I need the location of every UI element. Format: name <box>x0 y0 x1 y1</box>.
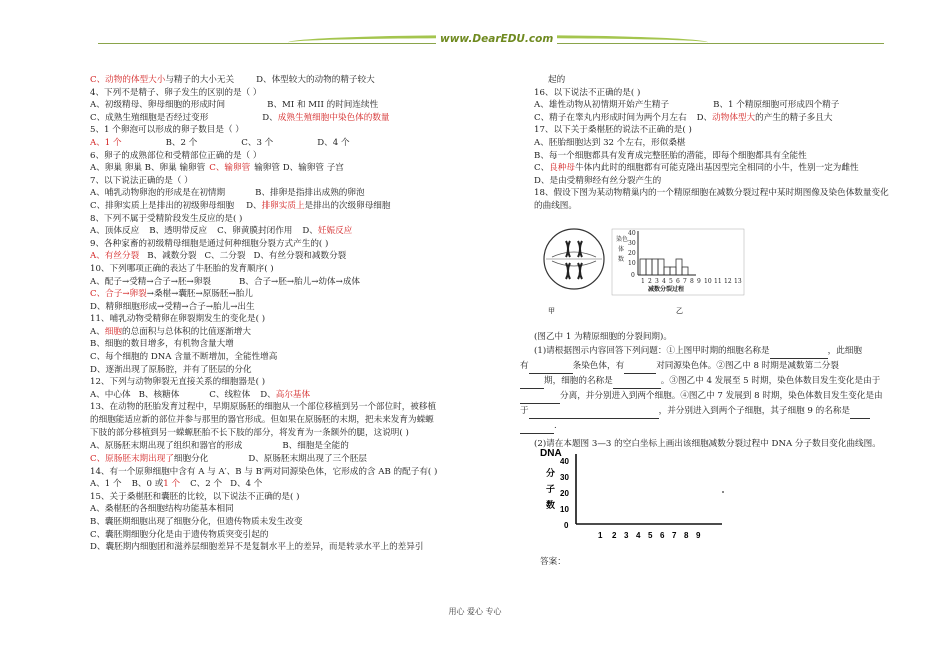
option-b-highlight: 1 个 <box>163 479 181 490</box>
right-column-continued <box>520 331 890 450</box>
q18-part1-text: 于 <box>520 405 529 416</box>
x-tick-11: 11 <box>714 278 722 285</box>
dna-x-tick-2: 2 <box>612 531 617 540</box>
option-c-text: 细胞分化 <box>173 454 209 465</box>
dna-x-tick-5: 5 <box>648 531 653 540</box>
page-footer: 用心 爱心 专心 <box>448 607 502 616</box>
q12-stem: 12、下列与动物卵裂无直接关系的细胞器是( ) <box>90 377 266 388</box>
q13-options-ab <box>90 440 440 453</box>
q15-option-b: B、囊胚期细胞出现了细胞分化，但遗传物质未发生改变 <box>90 517 303 527</box>
q14-options <box>90 478 440 491</box>
option-c-highlight: C、原肠胚末期出现了 <box>90 454 174 465</box>
option-d-letter: D、 <box>696 112 713 123</box>
q16-options-cd <box>520 112 890 125</box>
option-b-text: B、MI 和 MII 的时间连续性 <box>267 100 379 111</box>
option-b-text: B、核糖体 <box>138 389 180 400</box>
dna-y-tick-20: 20 <box>560 489 569 498</box>
q18-part1-text: ，此细胞 <box>827 345 863 356</box>
q10-option-c <box>90 288 440 301</box>
option-c-text: C、2 个 <box>190 479 223 490</box>
option-c-text: C、精子在睾丸内形成时间为两个月左右 <box>534 112 687 123</box>
q17-option-a: A、胚胎细胞达到 32 个左右，形似桑椹 <box>534 137 686 148</box>
q6-stem: 6、卵子的成熟部位和受精部位正确的是（ ） <box>90 150 262 161</box>
option-d-text: 是排出的次级卵母细胞 <box>304 200 391 211</box>
dna-x-tick-4: 4 <box>636 531 641 540</box>
q15-option-a: A、桑椹胚的各细胞结构功能基本相同 <box>90 504 234 515</box>
dna-y-tick-0: 0 <box>564 521 569 530</box>
q17-option-d: D、是由受精卵经有丝分裂产生的 <box>534 175 662 186</box>
option-b-text: B、2 个 <box>165 137 198 148</box>
option-a-text: A、初级精母、卵母细胞的形成时间 <box>90 100 226 111</box>
y-word-2: 子 <box>546 485 556 495</box>
x-tick-12: 12 <box>724 278 732 285</box>
option-b-text: B、排卵是指排出成熟的卵泡 <box>255 188 365 199</box>
option-c-letter: C、 <box>534 163 550 174</box>
option-c-text: C、二分裂 <box>204 251 246 262</box>
option-d-text: D、4 个 <box>317 137 350 148</box>
option-a-text: A、原肠胚末期出现了组织和器官的形成 <box>90 441 243 452</box>
y-tick-40: 40 <box>628 230 636 237</box>
q18-part2-stem: (2)请在本题图 3—3 的空白坐标上画出该细胞减数分裂过程中 DNA 分子数目变化曲线图。 <box>534 438 881 449</box>
option-a-text: A、配子→受精→合子→胚→卵裂 <box>90 276 211 287</box>
q18-part1-line1 <box>520 344 890 359</box>
option-d-highlight: 动物体型大 <box>712 112 756 123</box>
y-tick-0: 0 <box>631 272 635 279</box>
q18-part1-text: 条染色体，有 <box>572 360 625 371</box>
option-c-text: C、3 个 <box>241 137 274 148</box>
q4-options-ab <box>90 99 440 112</box>
option-d-text: D、体型较大的动物的精子较大 <box>256 75 375 85</box>
q15-option-c: C、囊胚期细胞分化是由于遗传物质突变引起的 <box>90 529 269 540</box>
option-a-highlight: A、有丝分裂 <box>90 251 140 262</box>
dna-x-tick-8: 8 <box>684 531 689 540</box>
dna-y-tick-10: 10 <box>560 505 569 514</box>
x-axis-label: 减数分裂过程 <box>648 286 685 293</box>
y-tick-30: 30 <box>628 240 636 247</box>
option-b-text: B、1 个精原细胞可形成四个精子 <box>713 100 840 111</box>
option-c-text: C、成熟生殖细胞是否经过变形 <box>90 112 209 123</box>
y-tick-20: 20 <box>628 250 636 257</box>
x-tick-13: 13 <box>734 278 742 285</box>
q17-option-b: B、每一个细胞都具有发育成完整胚胎的潜能，即每个细胞都具有全能性 <box>534 150 807 161</box>
q10-stem: 10、下列哪项正确的表达了牛胚胎的发育顺序( ) <box>90 263 274 274</box>
option-d-letter: D、 <box>302 226 318 237</box>
q18-part1-line4 <box>520 389 890 404</box>
x-tick-1: 1 <box>641 278 645 285</box>
option-d-text: 的产生的精子多且大 <box>755 112 833 123</box>
figure-panel <box>536 227 856 327</box>
option-c-highlight: C、动物的体型大小 <box>90 75 166 85</box>
q15-stem: 15、关于桑椹胚和囊胚的比较，以下说法不正确的是( ) <box>90 491 300 502</box>
q7-options-ab <box>90 187 440 200</box>
dna-x-tick-9: 9 <box>696 531 701 540</box>
q15-option-d-cont: 起的 <box>548 75 566 85</box>
q16-options-ab <box>520 99 890 112</box>
option-d-highlight: 妊娠反应 <box>317 226 353 237</box>
q4-stem: 4、下列不是精子、卵子发生的区别的是（ ） <box>90 87 262 98</box>
q4-options-cd <box>90 112 440 125</box>
answer-blank-5[interactable] <box>613 379 661 389</box>
q12-options <box>90 389 440 402</box>
dna-x-tick-7: 7 <box>672 531 677 540</box>
q10-option-d: D、精卵细胞形成→受精→合子→胎儿→出生 <box>90 301 255 312</box>
q11-option-d: D、逐渐出现了原肠腔，并有了胚层的分化 <box>90 364 252 375</box>
q8-stem: 8、下列不属于受精阶段发生反应的是( ) <box>90 213 243 224</box>
q6-options <box>90 162 440 175</box>
option-a-text: A、中心体 <box>90 389 131 400</box>
x-tick-9: 9 <box>697 278 701 285</box>
chart-yi-ticks <box>616 230 742 293</box>
q18-part1-line3 <box>520 374 890 389</box>
answer-blank-3[interactable] <box>624 364 656 374</box>
q17-option-c <box>520 162 890 175</box>
answer-blank-6[interactable] <box>520 394 560 404</box>
q17-stem: 17、以下关于桑椹胚的说法不正确的是( ) <box>534 125 692 136</box>
right-column <box>520 74 890 213</box>
x-tick-2: 2 <box>648 278 652 285</box>
option-c-highlight: C、合子→卵裂 <box>90 289 147 300</box>
option-c-text: C、卵黄膜封闭作用 <box>217 226 293 237</box>
option-b-text: B、0 或 <box>131 479 164 490</box>
q13-options-cd <box>90 453 440 466</box>
x-tick-7: 7 <box>683 278 687 285</box>
answer-blank-1[interactable] <box>770 349 828 359</box>
q18-part1-text: 分离，并分别进入到两个细胞。④图乙中 7 发展到 8 时期，染色体数目发生变化是由 <box>560 390 883 401</box>
option-a-text: 的总面积与总体积的比值逐渐增大 <box>122 326 251 337</box>
answer-blank-7[interactable] <box>529 409 659 419</box>
q9-options <box>90 250 440 263</box>
chromosome-chart-yi <box>638 231 696 275</box>
period: . <box>554 420 557 431</box>
q18-part1-line5 <box>520 404 890 419</box>
x-tick-8: 8 <box>690 278 694 285</box>
option-c-text: C、排卵实质上是排出的初级卵母细胞 <box>90 200 235 211</box>
answer-blank-8[interactable] <box>850 409 870 419</box>
x-tick-3: 3 <box>655 278 659 285</box>
q11-option-a <box>90 326 440 339</box>
option-b-text: B、细胞是全能的 <box>282 441 349 452</box>
q11-option-b: B、细胞的数目增多，有机物含量大增 <box>90 339 234 350</box>
y-word-3: 数 <box>546 501 556 511</box>
dna-x-tick-6: 6 <box>660 531 665 540</box>
option-c-text: 牛体内此时的细胞都有可能克隆出基因型完全相同的小牛，性别一定为雌性 <box>574 163 859 174</box>
q18-fig-note: (图乙中 1 为精原细胞的分裂间期)。 <box>534 332 672 342</box>
option-d-letter: D、 <box>262 112 278 123</box>
option-a-text: A、顶体反应 <box>90 226 140 237</box>
y-axis-title-1: 染色 <box>616 236 629 243</box>
page-header <box>98 33 884 49</box>
q18-stem: 18、假设下图为某动物精巢内的一个精原细胞在减数分裂过程中某时期图像及染色体数量变化的曲线图。 <box>534 188 889 212</box>
dna-label: DNA <box>540 448 562 459</box>
option-d-letter: D、 <box>246 200 262 211</box>
dna-axes <box>540 446 740 546</box>
option-a-text: A、1 个 <box>90 479 122 490</box>
x-tick-4: 4 <box>662 278 666 285</box>
option-a-text: A、哺乳动物卵泡的形成是在初情期 <box>90 188 226 199</box>
option-b-text: B、合子→胚→胎儿→幼体→成体 <box>238 276 361 287</box>
answer-label: 答案： <box>540 557 566 567</box>
option-cd-text: 输卵管 D、输卵管 子宫 <box>254 163 344 174</box>
dna-x-tick-1: 1 <box>598 531 603 540</box>
dna-y-tick-30: 30 <box>560 473 569 482</box>
site-logo[interactable]: www.DearEDU.com <box>436 33 557 45</box>
option-a-highlight: A、1 个 <box>90 137 122 148</box>
x-tick-10: 10 <box>704 278 712 285</box>
q3-options-cd <box>90 74 440 87</box>
y-tick-10: 10 <box>628 260 636 267</box>
stray-dot <box>722 491 724 493</box>
option-d-text: D、4 个 <box>230 479 263 490</box>
q18-part1-text: 期，细胞的名称是 <box>544 375 613 386</box>
q18-part1-text: (1)请根据图示内容回答下列问题：①上图甲时期的细胞名称是 <box>534 345 770 356</box>
option-b-text: B、减数分裂 <box>147 251 197 262</box>
option-a-highlight: 细胞 <box>104 326 123 337</box>
option-c-highlight: C、输卵管 <box>209 163 251 174</box>
q5-options <box>90 137 440 150</box>
option-d-text: D、有丝分裂和减数分裂 <box>253 251 347 262</box>
cell-figure-jia <box>544 229 604 289</box>
answer-blank-4[interactable] <box>520 379 544 389</box>
q7-options-cd <box>90 200 440 213</box>
q14-stem: 14、有一个原卵细胞中含有 A 与 A′、B 与 B′两对同源染色体，它形成的含 AB 的配子有( ) <box>90 466 438 477</box>
x-tick-5: 5 <box>669 278 673 285</box>
q5-stem: 5、1 个卵泡可以形成的卵子数目是（ ） <box>90 125 244 136</box>
figure-label-yi: 乙 <box>676 307 683 315</box>
q11-stem: 11、哺乳动物受精卵在卵裂期发生的变化是( ) <box>90 314 266 325</box>
option-c-text: C、线粒体 <box>209 389 251 400</box>
q15-option-d: D、囊胚期内细胞团和滋养层细胞差异不是复制水平上的差异，而是转录水平上的差异引 <box>90 542 424 553</box>
figure-label-jia: 甲 <box>548 307 555 315</box>
q10-options-ab <box>90 276 440 289</box>
q18-part1-text: 有 <box>520 360 529 371</box>
q18-part1-text: 对同源染色体。②图乙中 8 时期是减数第二分裂 <box>656 360 839 371</box>
left-column <box>90 74 440 554</box>
dna-y-tick-40: 40 <box>560 457 569 466</box>
y-word-1: 分 <box>546 469 556 479</box>
option-a-letter: A、 <box>90 326 105 337</box>
q18-part1-line6 <box>520 419 890 434</box>
q7-stem: 7、以下说法正确的是（ ） <box>90 175 193 186</box>
q11-option-c: C、每个细胞的 DNA 含量不断增加，全能性增高 <box>90 352 278 363</box>
q13-stem: 13、在动物的胚胎发育过程中，早期原肠胚的细胞从一个部位移植到另一个部位时，被移植的细胞能适应新的部位并参与那里的器官形成。但如果在原肠胚的末期，把未来发育为蝾螈下肢的部分移植到另一蝾螈胚胎不长下肢的部分，将发育为一条额外的腿，这说明( ) <box>90 402 437 439</box>
option-a-text: A、雄性动物从初情期开始产生精子 <box>534 100 670 111</box>
q16-stem: 16、以下说法不正确的是( ) <box>534 87 641 98</box>
q18-part1-text: ，并分别进入到两个子细胞，其子细胞 9 的名称是 <box>658 405 851 416</box>
option-d-highlight: 高尔基体 <box>275 389 311 400</box>
option-d-highlight: 成熟生殖细胞中染色体的数量 <box>277 112 390 123</box>
q18-part1-line2 <box>520 359 890 374</box>
option-ab-text: A、卵巢 卵巢 B、卵巢 输卵管 <box>90 163 206 174</box>
option-c-text: →桑椹→囊胚→原肠胚→胎儿 <box>146 289 253 300</box>
q18-figures <box>536 227 856 327</box>
q9-stem: 9、各种家畜的初级精母细胞是通过何种细胞分裂方式产生的( ) <box>90 238 329 249</box>
q18-part1-text: 。③图乙中 4 发展至 5 时期，染色体数目发生变化是由于 <box>660 375 881 386</box>
option-b-text: B、透明带反应 <box>149 226 208 237</box>
dna-blank-chart[interactable] <box>540 446 740 546</box>
answer-blank-9[interactable] <box>520 424 554 434</box>
y-axis-title-2: 体 <box>618 246 625 253</box>
y-axis-title-3: 数 <box>618 256 625 263</box>
answer-blank-2[interactable] <box>529 364 573 374</box>
q8-options <box>90 225 440 238</box>
option-c-text: 与精子的大小无关 <box>165 75 235 85</box>
dna-x-tick-3: 3 <box>624 531 629 540</box>
option-d-highlight: 排卵实质上 <box>261 200 305 211</box>
option-d-letter: D、 <box>260 389 276 400</box>
x-tick-6: 6 <box>676 278 680 285</box>
option-c-highlight: 良种母 <box>549 163 575 174</box>
option-d-text: D、原肠胚末期出现了三个胚层 <box>248 454 367 465</box>
